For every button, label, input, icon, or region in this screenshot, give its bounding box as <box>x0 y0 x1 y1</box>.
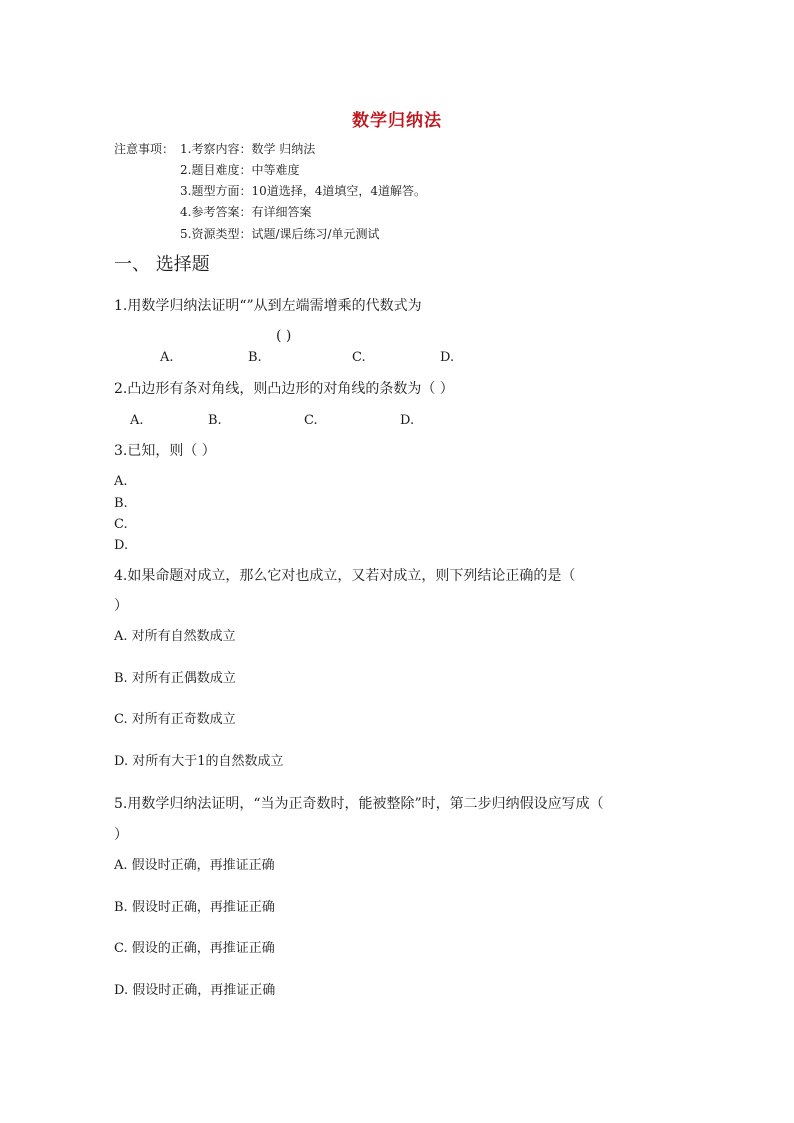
notes-item-4: 4.参考答案：有详细答案 <box>180 205 312 219</box>
question-4-stem: 4.如果命题对成立，那么它对也成立，又若对成立，则下列结论正确的是（ <box>114 568 576 584</box>
notes-item-1: 1.考察内容：数学 归纳法 <box>180 142 316 156</box>
notes-label: 注意事项： <box>114 142 175 156</box>
notes-item-3: 3.题型方面：10道选择，4道填空，4道解答。 <box>180 184 426 198</box>
document-title: 数学归纳法 <box>352 111 442 131</box>
question-5-option-d: D. 假设时正确，再推证正确 <box>114 983 276 998</box>
notes-item-5: 5.资源类型：试题/课后练习/单元测试 <box>180 227 380 241</box>
question-4-option-d: D. 对所有大于1的自然数成立 <box>114 754 284 769</box>
question-1-answer-paren: ( ) <box>276 328 292 344</box>
question-2-option-b: B. <box>208 413 222 428</box>
question-2-option-c: C. <box>304 413 318 428</box>
section-heading: 一、 选择题 <box>114 254 210 275</box>
question-4-option-c: C. 对所有正奇数成立 <box>114 712 236 727</box>
question-5-stem: 5.用数学归纳法证明，“当为正奇数时，能被整除”时，第二步归纳假设应写成（ <box>114 796 604 812</box>
question-5-option-b: B. 假设时正确，再推证正确 <box>114 900 275 915</box>
question-4-option-b: B. 对所有正偶数成立 <box>114 671 236 686</box>
question-3-option-c: C. <box>114 517 128 532</box>
question-1-option-d: D. <box>440 350 455 365</box>
notes-item-2: 2.题目难度：中等难度 <box>180 163 300 177</box>
question-2-stem: 2.凸边形有条对角线，则凸边形的对角线的条数为（ ） <box>114 381 454 397</box>
question-5-stem-cont: ） <box>114 827 128 843</box>
question-4-stem-cont: ） <box>114 598 128 614</box>
question-3-option-b: B. <box>114 496 128 511</box>
question-3-option-a: A. <box>114 474 128 489</box>
question-1-option-b: B. <box>248 350 262 365</box>
question-3-option-d: D. <box>114 538 129 553</box>
question-4-option-a: A. 对所有自然数成立 <box>114 629 236 644</box>
question-3-stem: 3.已知，则（ ） <box>114 443 216 459</box>
question-2-option-d: D. <box>400 413 415 428</box>
question-1-option-c: C. <box>352 350 366 365</box>
question-5-option-c: C. 假设的正确，再推证正确 <box>114 941 275 956</box>
question-1-option-a: A. <box>160 350 174 365</box>
question-5-option-a: A. 假设时正确，再推证正确 <box>114 858 275 873</box>
question-2-option-a: A. <box>130 413 144 428</box>
question-1-stem: 1.用数学归纳法证明“”从到左端需增乘的代数式为 <box>114 298 422 314</box>
